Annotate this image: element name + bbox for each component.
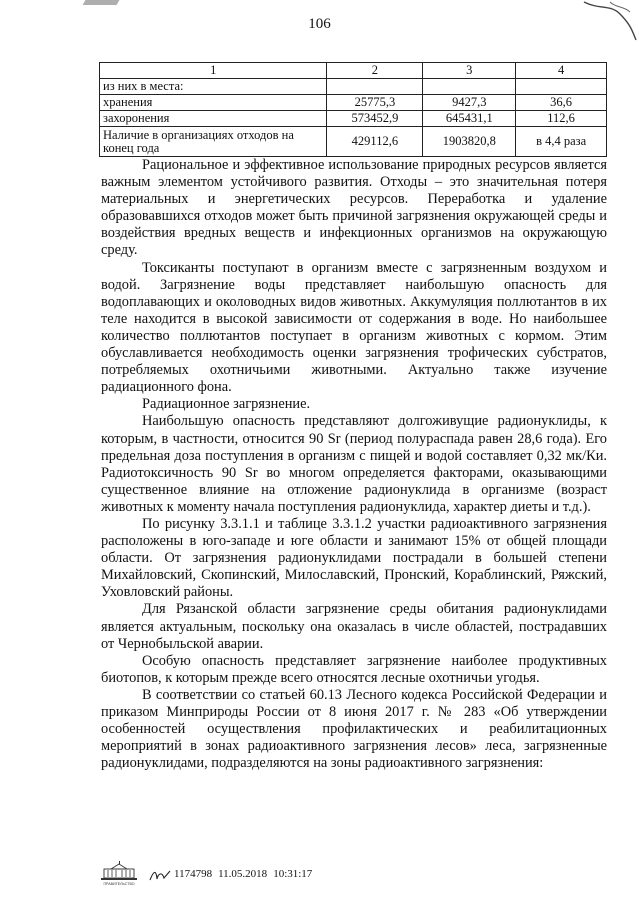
signature-mark-icon	[148, 868, 174, 882]
table-header-cell: 4	[516, 63, 607, 79]
table-cell: в 4,4 раза	[516, 127, 607, 157]
paragraph: Особую опасность представляет загрязнение наиболее продуктивных биотопов, к которым прежде всего относятся лесные охотничьи угодья.	[101, 652, 607, 686]
table-cell-label: из них в места:	[100, 79, 327, 95]
table-cell: 1903820,8	[423, 127, 516, 157]
paragraph: Для Рязанской области загрязнение среды обитания радионуклидами является актуальным, поскольку она оказалась в числе областей, пострадавших от Чернобыльской аварии.	[101, 601, 607, 652]
stamp-line	[174, 868, 318, 880]
paragraph: В соответствии со статьей 60.13 Лесного кодекса Российской Федерации и приказом Минприроды России от 8 июня 2017 г. № 283 «Об утверждении особенностей осуществления профилактических и реабилитационных мероприятий в зонах радиоактивного загрязнения лесов» леса, загрязненные радионуклидами, подразделяются на зоны радиоактивного загрязнения:	[101, 686, 607, 772]
government-building-seal-icon	[99, 860, 139, 886]
section-heading: Радиационное загрязнение.	[142, 396, 311, 413]
table-row	[100, 95, 607, 111]
table-cell	[423, 79, 516, 95]
table-row	[100, 79, 607, 95]
table-cell: 9427,3	[423, 95, 516, 111]
table-cell: 573452,9	[327, 111, 423, 127]
table-cell-label: хранения	[100, 95, 327, 111]
table-header-cell: 2	[327, 63, 423, 79]
table-cell: 112,6	[516, 111, 607, 127]
table-row	[100, 127, 607, 157]
table-cell	[327, 79, 423, 95]
table-header-row	[100, 63, 607, 79]
document-stamp-footer	[99, 860, 399, 886]
paragraph: Токсиканты поступают в организм вместе с загрязненным воздухом и водой. Загрязнение воды представляет наибольшую опасность для водоплавающих и околоводных видов животных. Аккумуляция поллютантов в их теле находится в высокой зависимости от содержания в воде. Но наибольшее количество поллютантов поступает в организм животных с кормом. Этим обуславливается необходимость оценки загрязнения трофических субстратов, потребляемых охотничьими животными. Актуально также изучение радиационного фона.	[101, 259, 607, 396]
table-cell: 429112,6	[327, 127, 423, 157]
paragraph: Рациональное и эффективное использование природных ресурсов является важным элементом устойчивого развития. Отходы – это значительная потеря материальных и энергетических ресурсов. Переработка и удаление образовавшихся отходов может быть причиной загрязнения окружающей среды и воздействия вредных веществ и инфекционных организмов на окружающую среду.	[101, 157, 607, 259]
table-header-cell: 1	[100, 63, 327, 79]
paragraph: По рисунку 3.3.1.1 и таблице 3.3.1.2 участки радиоактивного загрязнения расположены в юго-западе и юге области и занимают 15% от общей площади области. От загрязнения радионуклидами пострадали в большей степени Михайловский, Скопинский, Милославский, Пронский, Кораблинский, Ряжский, Уховловский районы.	[101, 515, 607, 601]
page-number: 106	[308, 16, 331, 32]
table-cell: 25775,3	[327, 95, 423, 111]
table-header-cell: 3	[423, 63, 516, 79]
table-cell-label: захоронения	[100, 111, 327, 127]
seal-caption: ПРАВИТЕЛЬСТВО	[103, 882, 135, 886]
paragraph: Наибольшую опасность представляют долгоживущие радионуклиды, к которым, в частности, относится 90 Sr (период полураспада равен 28,6 года). Его предельная доза поступления в организм с пищей и водой составляет 0,32 мк/Ки. Радиотоксичность 90 Sr во многом определяется факторами, оказывающими существенное влияние на отложение радионуклида в организме (возраст животных к моменту начала поступления радионуклида, характер диеты и т.д.).	[101, 413, 607, 515]
table-cell: 645431,1	[423, 111, 516, 127]
doc-date: 11.05.2018	[218, 868, 268, 880]
doc-number: 1174798	[174, 868, 213, 880]
table-row	[100, 111, 607, 127]
table-cell: 36,6	[516, 95, 607, 111]
table-cell-label: Наличие в организациях отходов на конец года	[100, 127, 327, 157]
scan-artifact-mark	[83, 0, 120, 5]
doc-time: 10:31:17	[273, 868, 313, 880]
waste-stats-table	[99, 62, 607, 157]
table-cell	[516, 79, 607, 95]
body-text	[101, 157, 607, 772]
